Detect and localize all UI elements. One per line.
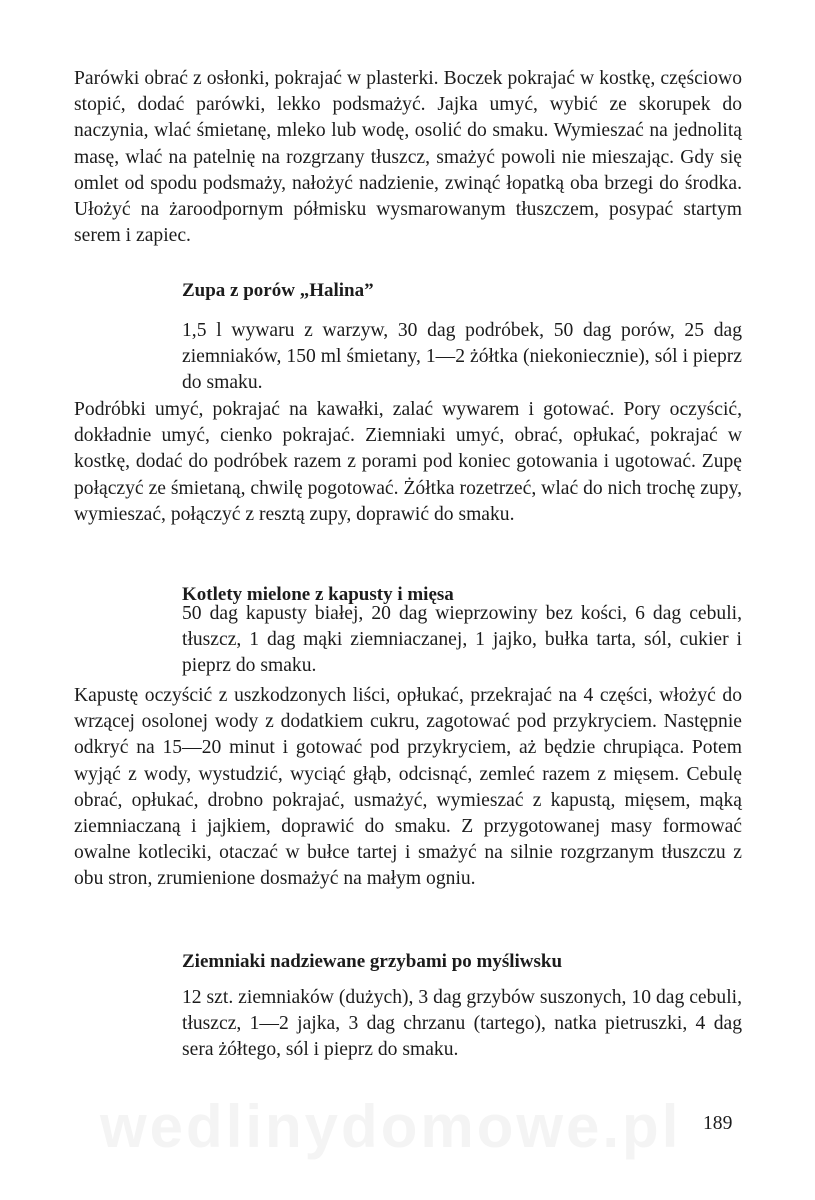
watermark: wedlinydomowe.pl bbox=[100, 1093, 682, 1160]
recipe-ingredients-zupa: 1,5 l wywaru z warzyw, 30 dag podróbek, 50 dag porów, 25 dag ziemniaków, 150 ml śmietany, 1—2 żółtka (niekoniecznie), sól i pieprz do smaku. bbox=[182, 320, 742, 394]
recipe-method-kotlety: Kapustę oczyścić z uszkodzonych liści, opłukać, przekrajać na 4 części, włożyć do wrzącej osolonej wody z dodatkiem cukru, zagotować pod przykryciem. Następnie odkryć na 15—20 minut i gotować pod przykryciem, aż będzie chrupiąca. Potem wyjąć z wody, wystudzić, wyciąć głąb, odcisnąć, zemleć razem z mięsem. Cebulę obrać, opłukać, drobno pokrajać, usmażyć, wymieszać z kapustą, mięsem, mąką ziemniaczaną i jajkiem, doprawić do smaku. Z przygotowanej masy formować owalne kotleciki, otaczać w bułce tartej i smażyć na silnie rozgrzanym tłuszczu z obu stron, zrumienione dosmażyć na małym ogniu. bbox=[74, 685, 742, 890]
recipe-ingredients-kotlety: 50 dag kapusty białej, 20 dag wieprzowiny bez kości, 6 dag cebuli, tłuszcz, 1 dag mąki ziemniaczanej, 1 jajko, bułka tarta, sól, cukier i pieprz do smaku. bbox=[182, 603, 742, 677]
recipe-method-zupa: Podróbki umyć, pokrajać na kawałki, zalać wywarem i gotować. Pory oczyścić, dokładnie umyć, cienko pokrajać. Ziemniaki umyć, obrać, opłukać, pokrajać w kostkę, dodać do podróbek razem z porami pod koniec gotowania i ugotować. Zupę połączyć ze śmietaną, chwilę pogotować. Żółtka rozetrzeć, wlać do nich trochę zupy, wymieszać, połączyć z resztą zupy, doprawić do smaku. bbox=[74, 399, 742, 525]
recipe-title-zupa: Zupa z porów „Halina” bbox=[182, 280, 374, 301]
page-number: 189 bbox=[703, 1113, 733, 1134]
recipe-title-kotlety: Kotlety mielone z kapusty i mięsa bbox=[182, 584, 454, 605]
omelet-method-paragraph: Parówki obrać z osłonki, pokrajać w plasterki. Boczek pokrajać w kostkę, częściowo stopić, dodać parówki, lekko podsmażyć. Jajka umyć, wybić ze skorupek do naczynia, wlać śmietanę, mleko lub wodę, osolić do smaku. Wymieszać na jednolitą masę, wlać na patelnię na rozgrzany tłuszcz, smażyć powoli nie mieszając. Gdy się omlet od spodu podsmaży, nałożyć nadzienie, zwinąć łopatką oba brzegi do środka. Ułożyć na żaroodpornym półmisku wysmarowanym tłuszczem, posypać startym serem i zapiec. bbox=[74, 68, 742, 247]
recipe-title-ziemniaki: Ziemniaki nadziewane grzybami po myśliwsku bbox=[182, 951, 563, 972]
recipe-ingredients-ziemniaki: 12 szt. ziemniaków (dużych), 3 dag grzybów suszonych, 10 dag cebuli, tłuszcz, 1—2 jajka, 3 dag chrzanu (tartego), natka pietruszki, 4 dag sera żółtego, sól i pieprz do smaku. bbox=[182, 987, 742, 1061]
